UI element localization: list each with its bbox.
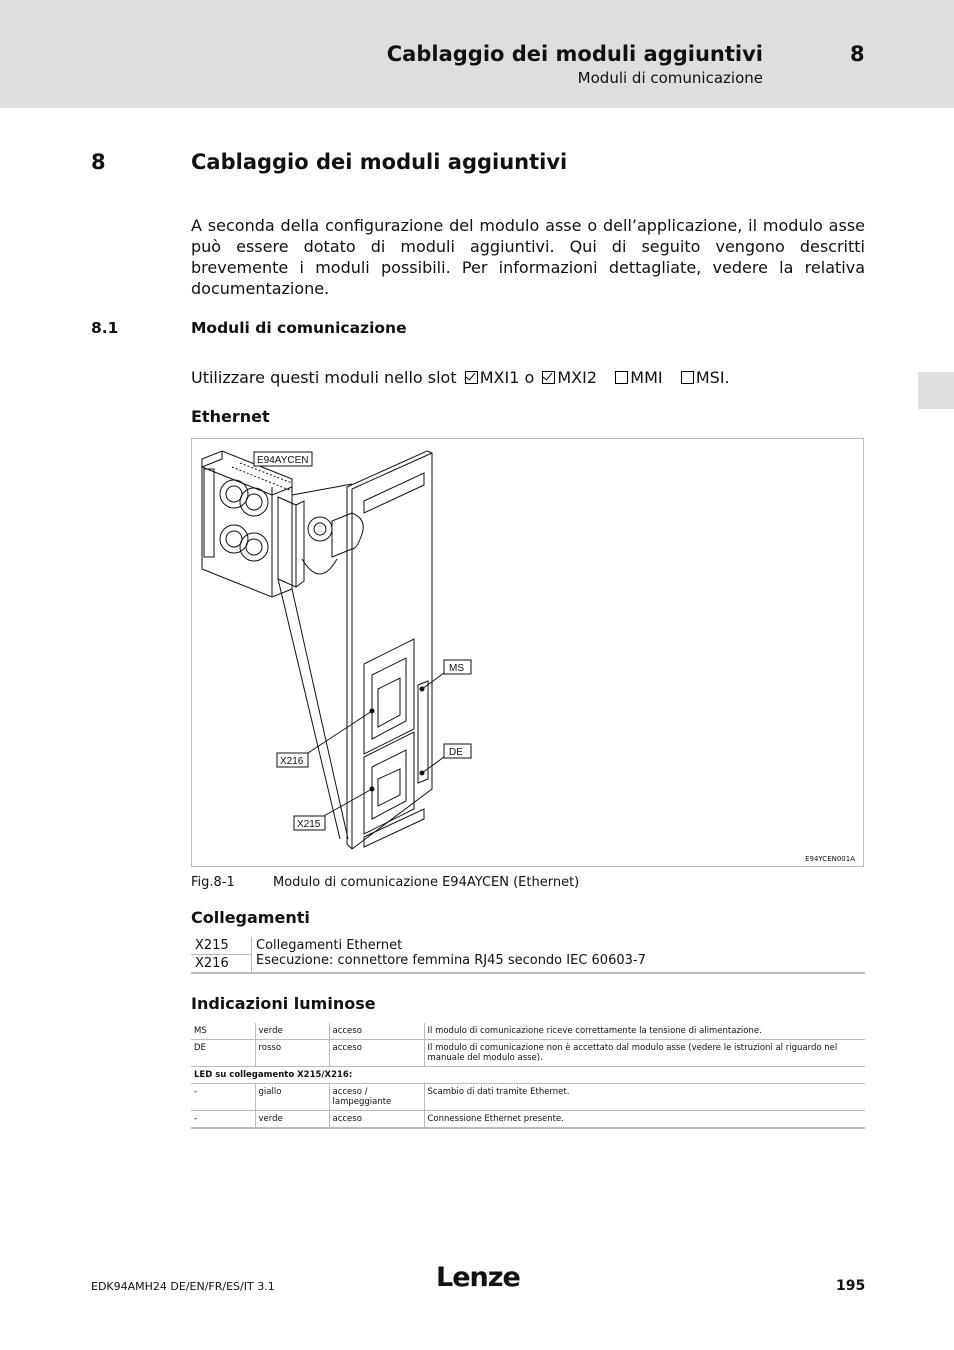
led-name: MS: [191, 1023, 255, 1040]
slot-line: [191, 368, 730, 387]
page-header: [0, 0, 954, 108]
led-state: acceso: [329, 1023, 424, 1040]
label-ms: MS: [449, 663, 464, 674]
unchecked-box-icon: [615, 371, 628, 384]
connection-id: X216: [191, 955, 252, 974]
table-row: [191, 1084, 865, 1111]
led-name: -: [191, 1084, 255, 1111]
table-row: [191, 1111, 865, 1129]
ethernet-heading: Ethernet: [191, 407, 270, 426]
connection-line1: Collegamenti Ethernet: [256, 938, 403, 953]
led-meaning: Scambio di dati tramite Ethernet.: [424, 1084, 865, 1111]
unchecked-box-icon: [681, 371, 694, 384]
subsection-number: 8.1: [91, 319, 119, 337]
lenze-logo: Lenze: [436, 1262, 520, 1293]
checked-box-icon: [465, 371, 478, 384]
led-meaning: Il modulo di comunicazione riceve correttamente la tensione di alimentazione.: [424, 1023, 865, 1040]
led-state: acceso / lampeggiante: [329, 1084, 424, 1111]
led-color: giallo: [255, 1084, 329, 1111]
table-row: [191, 1067, 865, 1084]
label-x215: X215: [297, 819, 321, 830]
table-row: [191, 1023, 865, 1040]
table-row: [191, 937, 865, 955]
led-color: verde: [255, 1023, 329, 1040]
figure-caption-text: Modulo di comunicazione E94AYCEN (Ethernet): [273, 875, 580, 890]
connection-description: [252, 937, 866, 973]
slot-mmi: MMI: [630, 368, 663, 387]
led-name: DE: [191, 1040, 255, 1067]
subsection-title: Moduli di comunicazione: [191, 319, 407, 337]
led-subheading: LED su collegamento X215/X216:: [191, 1067, 865, 1084]
led-table: [191, 1023, 865, 1129]
led-state: acceso: [329, 1111, 424, 1129]
slot-prefix: Utilizzare questi moduli nello slot: [191, 368, 457, 387]
led-name: -: [191, 1111, 255, 1129]
connection-line2: Esecuzione: connettore femmina RJ45 secondo IEC 60603-7: [256, 953, 646, 968]
led-state: acceso: [329, 1040, 424, 1067]
label-de: DE: [449, 747, 463, 758]
header-subtitle: Moduli di comunicazione: [577, 69, 763, 87]
slot-mxi2: MXI2: [557, 368, 598, 387]
connections-heading: Collegamenti: [191, 908, 310, 927]
section-number: 8: [91, 150, 106, 174]
header-chapter-number: 8: [850, 42, 865, 66]
label-e94aycen: E94AYCEN: [257, 455, 309, 466]
connection-id: X215: [191, 937, 252, 955]
led-meaning: Connessione Ethernet presente.: [424, 1111, 865, 1129]
figure-caption-number: Fig.8-1: [191, 875, 235, 890]
led-meaning: Il modulo di comunicazione non è accettato dal modulo asse (vedere le istruzioni al riguardo nel manuale del modulo asse).: [424, 1040, 865, 1067]
led-color: verde: [255, 1111, 329, 1129]
leds-heading: Indicazioni luminose: [191, 994, 376, 1013]
section-title: Cablaggio dei moduli aggiuntivi: [191, 150, 568, 174]
figure-code: E94YCEN001A: [805, 855, 855, 863]
module-drawing: [192, 439, 863, 866]
table-row: [191, 1040, 865, 1067]
slot-msi: MSI.: [695, 368, 730, 387]
label-x216: X216: [280, 756, 304, 767]
header-title: Cablaggio dei moduli aggiuntivi: [386, 42, 763, 66]
connections-table: [191, 937, 865, 974]
module-figure: [191, 438, 864, 867]
page-number: 195: [836, 1278, 866, 1294]
led-color: rosso: [255, 1040, 329, 1067]
intro-paragraph: A seconda della configurazione del modulo asse o dell’applicazione, il modulo asse può essere dotato di moduli aggiuntivi. Qui di seguito vengono descritti brevemente i moduli possibili. Per informazioni dettagliate, vedere la relativa documentazione.: [191, 216, 865, 298]
footer-doc-id: EDK94AMH24 DE/EN/FR/ES/IT 3.1: [91, 1280, 275, 1293]
checked-box-icon: [542, 371, 555, 384]
slot-mxi1: MXI1 o: [479, 368, 535, 387]
chapter-tab-marker: [918, 372, 954, 409]
